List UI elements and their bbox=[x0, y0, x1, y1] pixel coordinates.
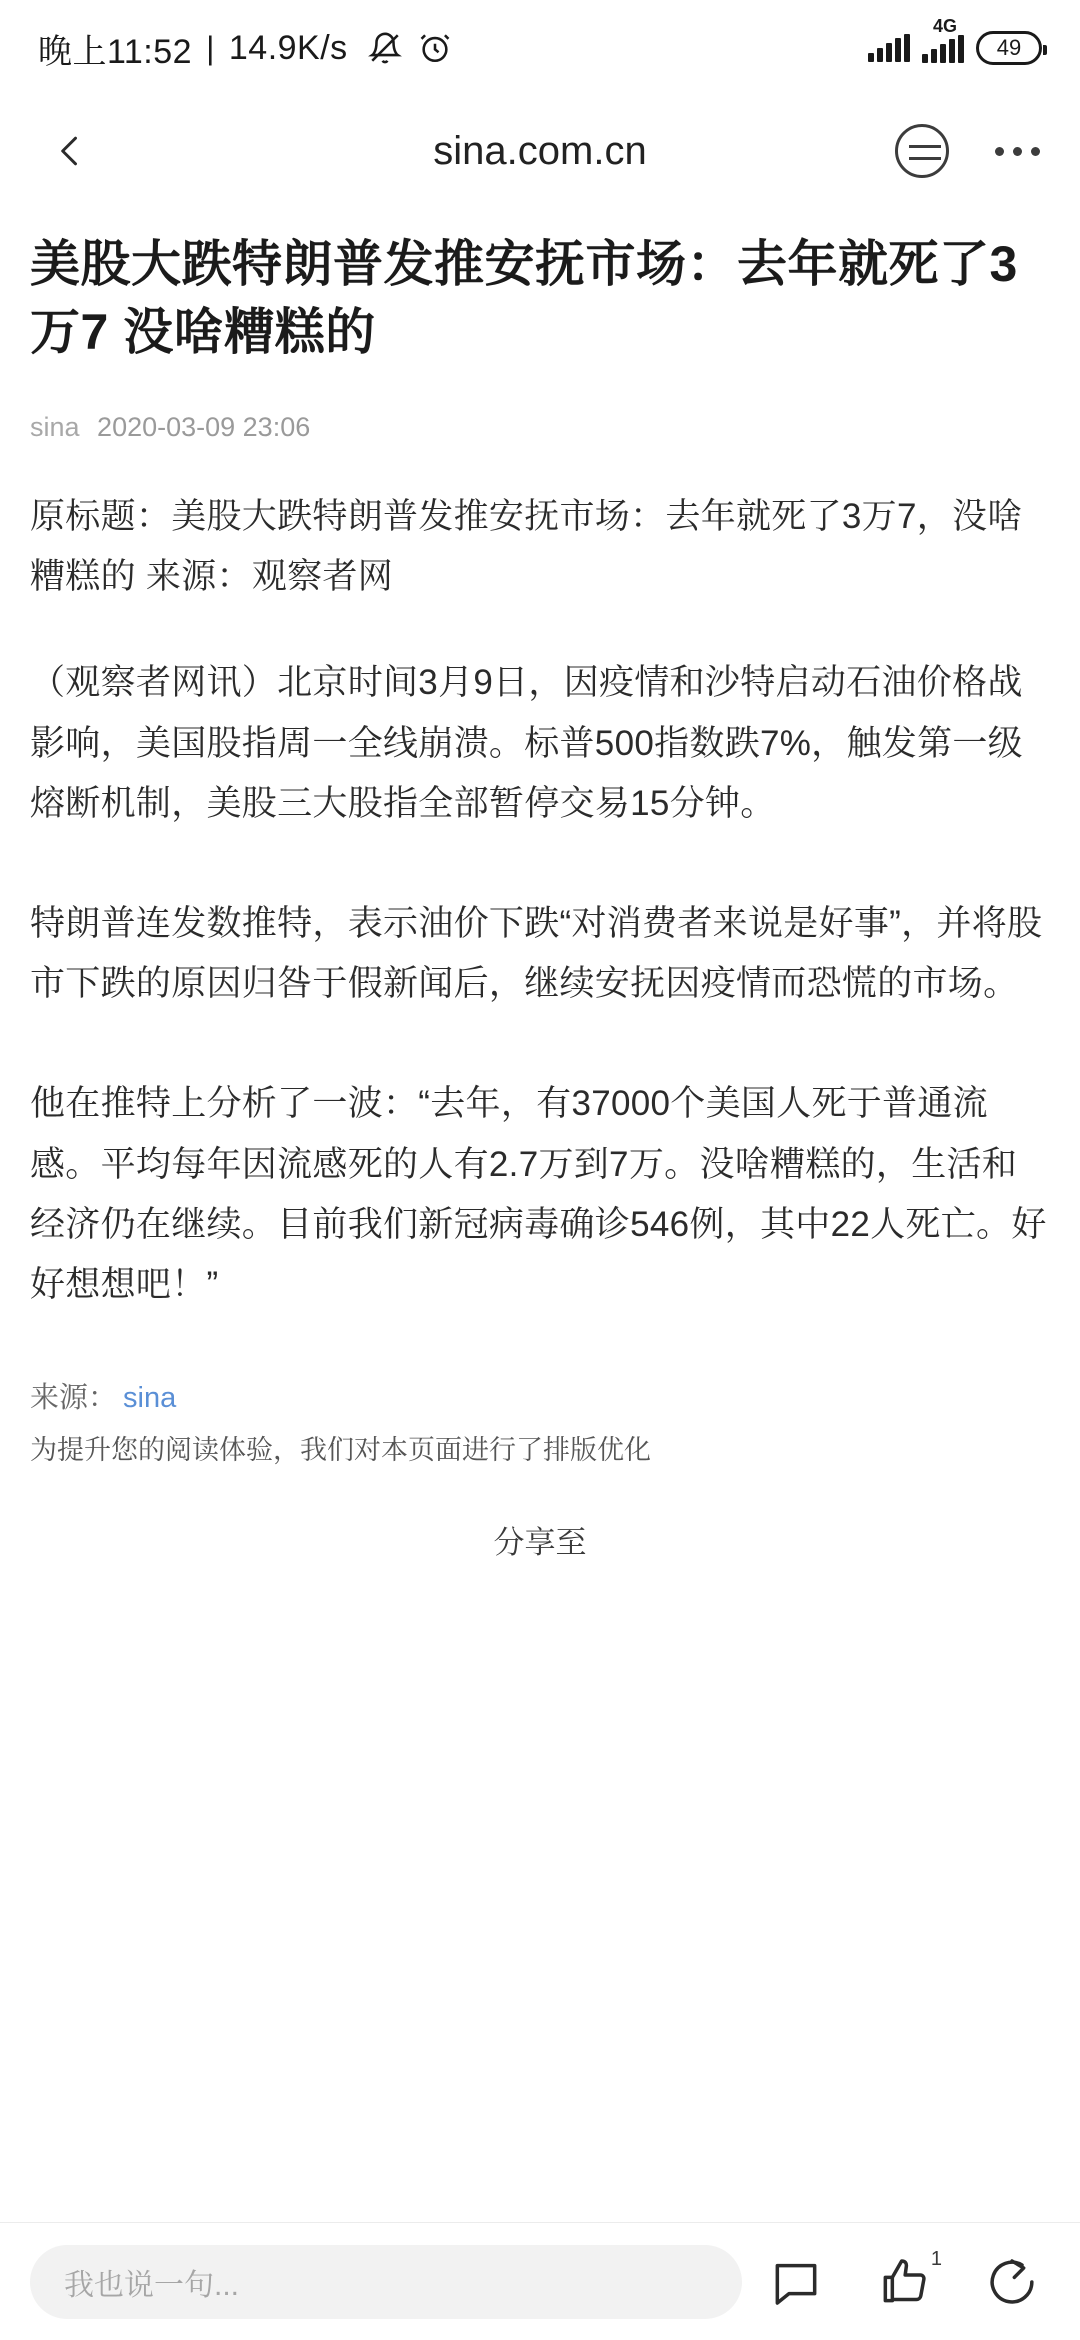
article-source: sina bbox=[30, 412, 80, 442]
article-date: 2020-03-09 23:06 bbox=[97, 412, 311, 442]
status-bar bbox=[0, 0, 1080, 96]
article-headline: 美股大跌特朗普发推安抚市场：去年就死了3万7 没啥糟糕的 bbox=[30, 236, 1018, 360]
article-paragraph-0: 原标题：美股大跌特朗普发推安抚市场：去年就死了3万7，没啥糟糕的 来源：观察者网 bbox=[30, 497, 1023, 597]
status-bar-right bbox=[868, 16, 1042, 65]
page-title: sina.com.cn bbox=[433, 128, 647, 173]
comment-bubble-icon[interactable] bbox=[768, 2254, 824, 2310]
battery-indicator bbox=[976, 31, 1042, 65]
reader-mode-icon[interactable] bbox=[895, 124, 949, 178]
article-paragraph-2: 特朗普连发数推特，表示油价下跌“对消费者来说是好事”，并将股市下跌的原因归咎于假新闻后，继续安抚因疫情而恐慌的市场。 bbox=[30, 903, 1043, 1004]
comment-input[interactable] bbox=[30, 2245, 742, 2319]
battery-level: 49 bbox=[996, 35, 1022, 60]
alarm-clock-icon bbox=[418, 31, 452, 65]
status-time: 晚上11:52 bbox=[38, 32, 193, 71]
share-to-label: 分享至 bbox=[493, 1525, 587, 1561]
status-left-icons bbox=[368, 31, 452, 65]
status-bar-left bbox=[38, 24, 452, 73]
back-button[interactable] bbox=[40, 121, 100, 181]
nav-right-actions bbox=[895, 124, 1040, 178]
bottom-action-bar bbox=[0, 2222, 1080, 2340]
status-separator: | bbox=[206, 29, 215, 66]
more-options-icon[interactable] bbox=[995, 147, 1040, 156]
source-link[interactable]: sina bbox=[123, 1382, 177, 1415]
comment-placeholder: 我也说一句... bbox=[64, 2268, 240, 2302]
article-paragraph-1: （观察者网讯）北京时间3月9日，因疫情和沙特启动石油价格战影响，美国股指周一全线崩溃。标普500指数跌7%，触发第一级熔断机制，美股三大股指全部暂停交易15分钟。 bbox=[30, 663, 1023, 823]
article-meta bbox=[30, 412, 1050, 443]
network-type-group bbox=[922, 16, 964, 63]
bottom-bar-icons bbox=[768, 2247, 1050, 2310]
browser-nav-bar bbox=[0, 96, 1080, 206]
bell-mute-icon bbox=[368, 31, 402, 65]
article-body bbox=[0, 206, 1080, 2340]
chevron-left-icon bbox=[48, 129, 92, 173]
status-net-speed: 14.9K/s bbox=[228, 28, 348, 67]
layout-optimization-notice: 为提升您的阅读体验，我们对本页面进行了排版优化 bbox=[30, 1435, 651, 1466]
thumbs-up-icon[interactable] bbox=[876, 2247, 942, 2310]
source-label: 来源： bbox=[30, 1382, 118, 1415]
like-count: 1 bbox=[930, 2247, 942, 2270]
signal-bars-icon bbox=[868, 34, 910, 62]
article-paragraph-3: 他在推特上分析了一波：“去年，有37000个美国人死于普通流感。平均每年因流感死的人有2.7万到7万。没啥糟糕的，生活和经济仍在继续。目前我们新冠病毒确诊546例，其中22人死亡。好好想想吧！” bbox=[30, 1084, 1047, 1304]
share-icon[interactable] bbox=[984, 2254, 1040, 2310]
signal-bars-icon-2 bbox=[922, 35, 964, 63]
network-type-label: 4G bbox=[932, 16, 957, 36]
source-attribution bbox=[30, 1375, 1050, 1416]
